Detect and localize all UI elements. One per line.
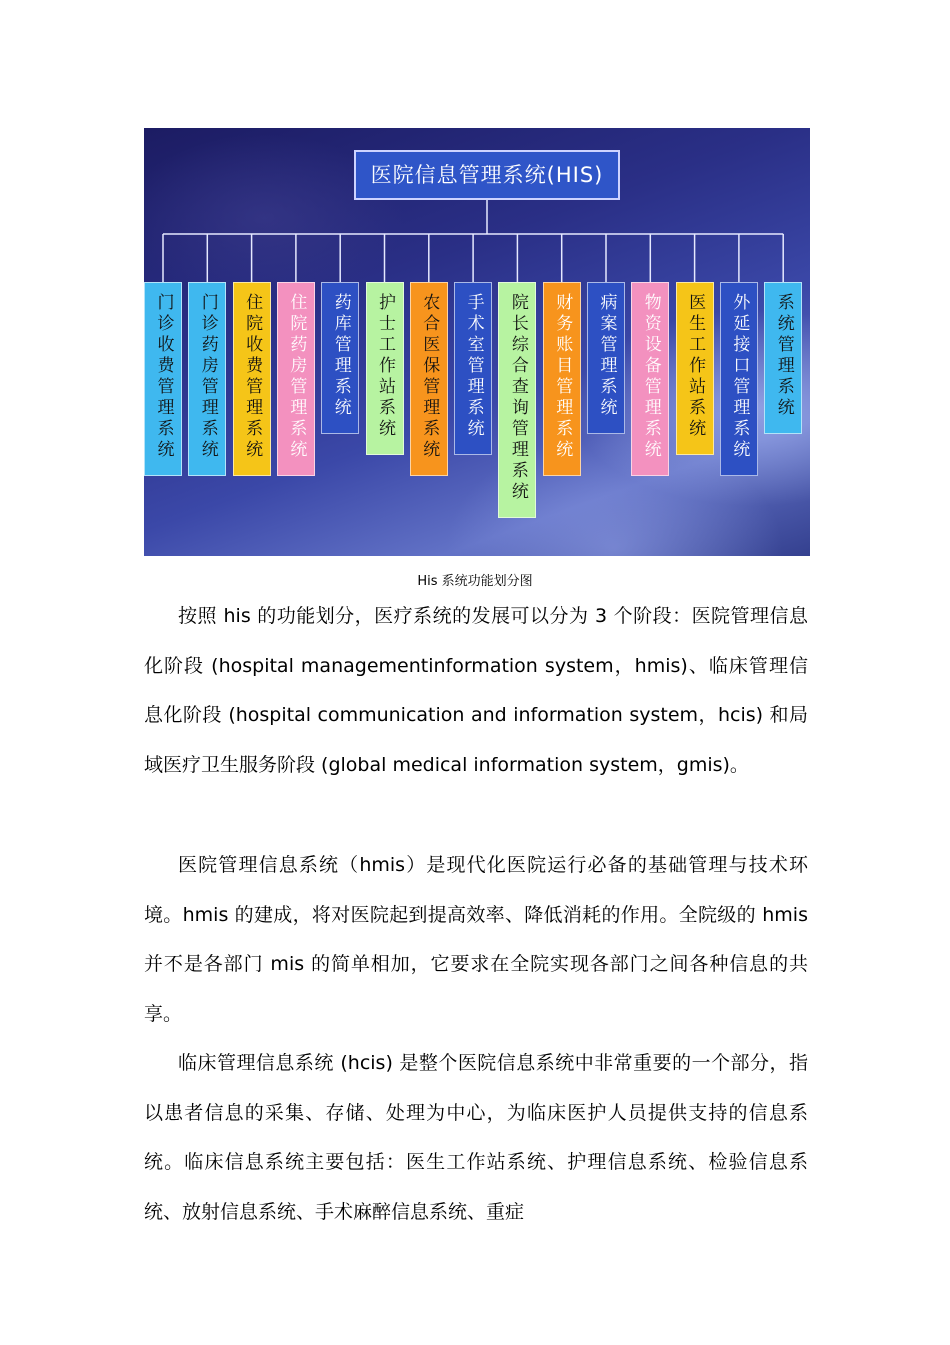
module-label: 住院药房管理系统 [286,293,307,461]
paragraph-hcis: 临床管理信息系统 (hcis) 是整个医院信息系统中非常重要的一个部分，指以患者信息的采集、存储、处理为中心，为临床医护人员提供支持的信息系统。临床信息系统主要包括：医生工作站系统、护理信息系统、检验信息系统、放射信息系统、手术麻醉信息系统、重症 [144,1052,808,1224]
module-label: 护士工作站系统 [375,293,395,440]
module-box [764,282,802,434]
his-function-diagram [144,128,810,556]
module-box [410,282,448,476]
paragraph-development-stages: 按照 his 的功能划分，医疗系统的发展可以分为 3 个阶段：医院管理信息化阶段 (hospital managementinformation system，hmis)、临床管理信息化阶段 (hospital communication and information system，hcis) 和局域医疗卫生服务阶段 (global medical information system，gmis)。 [144,605,808,777]
module-box [498,282,536,518]
module-label: 外延接口管理系统 [729,293,750,461]
module-box [233,282,271,476]
module-label: 住院收费管理系统 [242,293,263,461]
module-label: 药库管理系统 [330,293,351,419]
module-label: 物资设备管理系统 [640,293,661,461]
module-box [676,282,714,455]
module-label: 财务账目管理系统 [552,293,573,461]
diagram-root-node: 医院信息管理系统(HIS) [354,150,620,200]
module-box [543,282,581,476]
module-label: 院长综合查询管理系统 [507,293,528,503]
module-label: 病案管理系统 [596,293,617,419]
module-box [321,282,359,434]
module-box [144,282,182,476]
module-box [454,282,492,455]
paragraph-hmis: 医院管理信息系统（hmis）是现代化医院运行必备的基础管理与技术环境。hmis 的建成，将对医院起到提高效率、降低消耗的作用。全院级的 hmis 并不是各部门 mis 的简单相加，它要求在全院实现各部门之间各种信息的共享。 [144,854,808,1026]
module-label: 系统管理系统 [773,293,794,419]
module-label: 农合医保管理系统 [419,293,440,461]
module-box [366,282,404,455]
figure-caption: His 系统功能划分图 [417,574,533,589]
module-box [188,282,226,476]
module-box [720,282,758,476]
module-label: 手术室管理系统 [463,293,484,440]
module-label: 医生工作站系统 [685,293,706,440]
module-label: 门诊收费管理系统 [153,293,174,461]
module-box [631,282,669,476]
module-box [587,282,625,434]
module-label: 门诊药房管理系统 [197,293,218,461]
module-box [277,282,315,476]
